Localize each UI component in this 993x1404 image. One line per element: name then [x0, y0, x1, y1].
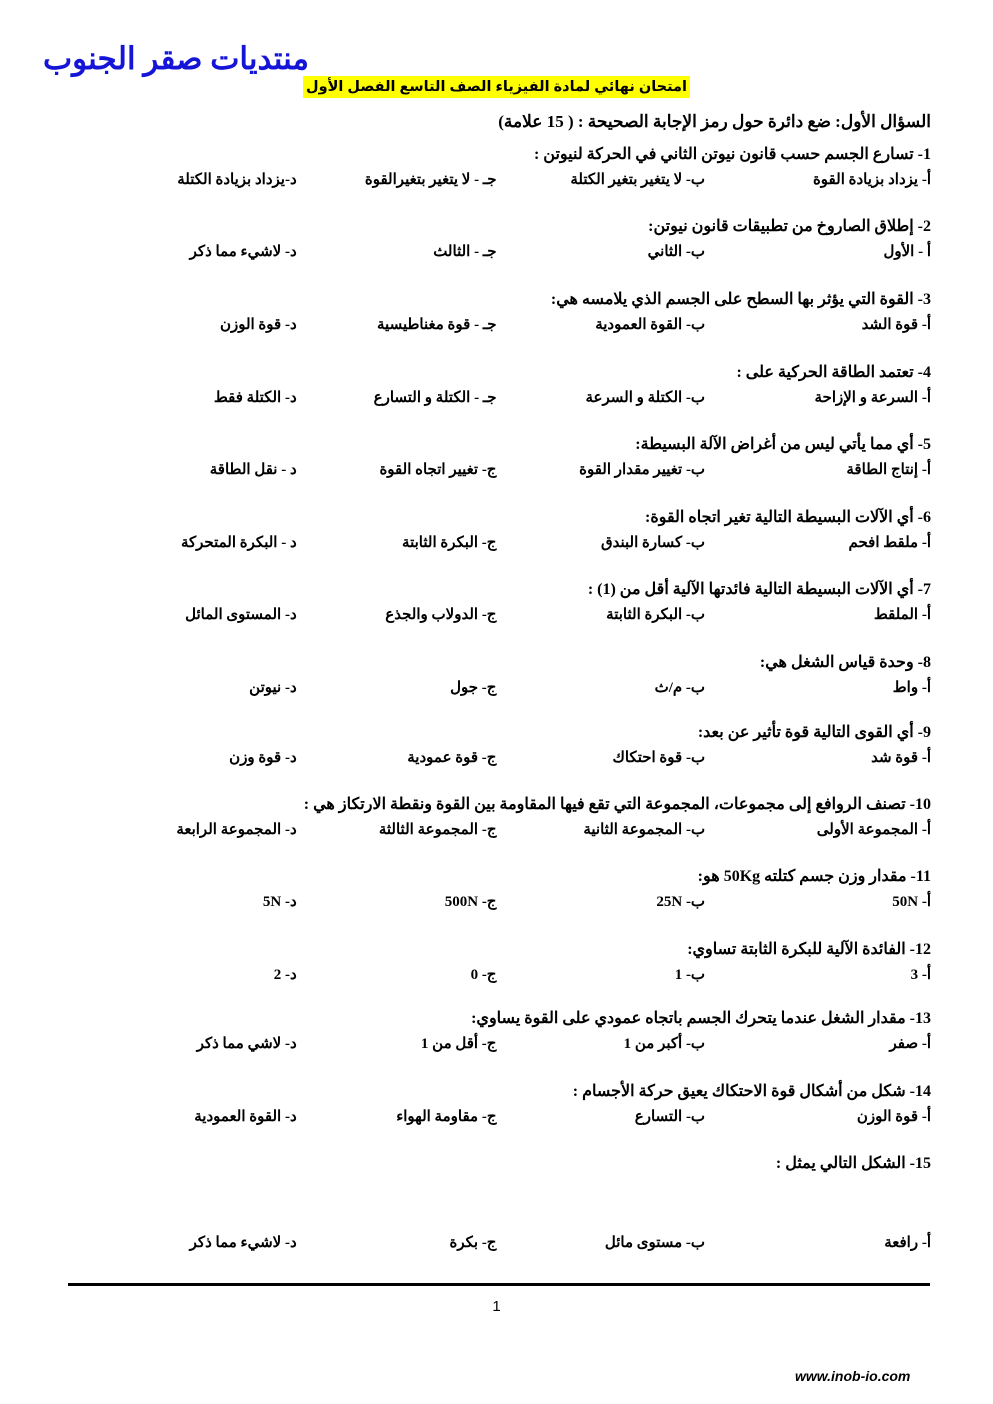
question-block	[62, 795, 931, 845]
question-option[interactable]: أ- الملقط	[873, 607, 931, 623]
question-options	[62, 1031, 931, 1059]
question-options	[62, 675, 931, 703]
question-option[interactable]: ج- قوة عمودية	[407, 750, 497, 766]
question-stem: 13- مقدار الشغل عندما يتحرك الجسم باتجاه عمودي على القوة يساوي:	[471, 1010, 931, 1027]
question-option[interactable]: ب- 1	[674, 967, 706, 983]
question-stem: 5- أي مما يأتي ليس من أغراض الآلة البسيطة:	[635, 436, 931, 453]
question-options	[62, 962, 931, 990]
question-block	[62, 723, 931, 773]
question-option[interactable]: أ- 3	[910, 967, 931, 983]
question-option[interactable]: د- لاشيء مما ذكر	[189, 1235, 297, 1251]
question-option[interactable]: د - نقل الطاقة	[209, 462, 297, 478]
question-options	[62, 530, 931, 558]
question-option[interactable]: أ- 50N	[892, 894, 931, 910]
question-stem: 11- مقدار وزن جسم كتلته 50Kg هو:	[697, 868, 931, 885]
question-option[interactable]: أ- يزداد بزيادة القوة	[812, 172, 931, 188]
question-stem: 8- وحدة قياس الشغل هي:	[759, 654, 931, 671]
site-watermark-text: www.inob-io.com	[795, 1368, 911, 1384]
question-option[interactable]: أ- المجموعة الأولى	[816, 822, 931, 838]
question-option[interactable]: أ- قوة الوزن	[856, 1109, 931, 1125]
question-option[interactable]: ب- 25N	[656, 894, 706, 910]
question-options	[62, 385, 931, 413]
question-option[interactable]: أ- قوة شد	[871, 750, 931, 766]
question-option[interactable]: ج- 0	[470, 967, 497, 983]
question-options	[62, 889, 931, 917]
question-stem: 12- الفائدة الآلية للبكرة الثابتة تساوي:	[687, 941, 931, 958]
question-option[interactable]: جـ - قوة مغناطيسية	[377, 317, 497, 333]
question-option[interactable]: ب- البكرة الثابتة	[606, 607, 706, 623]
question-option[interactable]: جـ - الثالث	[433, 244, 497, 260]
question-option[interactable]: ب- القوة العمودية	[595, 317, 706, 333]
question-option[interactable]: د- نيوتن	[249, 680, 297, 696]
question-option[interactable]: د-يزداد بزيادة الكتلة	[177, 172, 297, 188]
question-block	[62, 290, 931, 340]
question-option[interactable]: أ- صفر	[889, 1036, 931, 1052]
question-option[interactable]: د- 2	[273, 967, 297, 983]
question-option[interactable]: ب- كسارة البندق	[600, 535, 706, 551]
question-option[interactable]: ج- جول	[450, 680, 497, 696]
question-block	[62, 217, 931, 267]
question-option[interactable]: ج- البكرة الثابتة	[402, 535, 497, 551]
question-option[interactable]: أ- ملقط افحم	[848, 535, 931, 551]
question-option[interactable]: د- لاشيء مما ذكر	[189, 244, 297, 260]
question-option[interactable]: د- قوة وزن	[229, 750, 297, 766]
question-options	[62, 817, 931, 845]
question-option[interactable]: د- قوة الوزن	[219, 317, 297, 333]
question-option[interactable]: أ- إنتاج الطاقة	[846, 462, 931, 478]
question-block	[62, 1009, 931, 1059]
question-options	[62, 239, 931, 267]
question-option[interactable]: أ- السرعة و الإزاحة	[814, 390, 931, 406]
question-stem: 2- إطلاق الصاروخ من تطبيقات قانون نيوتن:	[648, 218, 931, 235]
question-option[interactable]: جـ - الكتلة و التسارع	[373, 390, 497, 406]
question-option[interactable]: ب- مستوى مائل	[604, 1235, 706, 1251]
question-stem: 15- الشكل التالي يمثل :	[775, 1155, 931, 1172]
question-option[interactable]: د- الكتلة فقط	[213, 390, 297, 406]
question-options	[62, 167, 931, 195]
question-option[interactable]: ب- الكتلة و السرعة	[585, 390, 706, 406]
question-option[interactable]: أ- رافعة	[884, 1235, 931, 1251]
question-option[interactable]: ج- 500N	[444, 894, 497, 910]
question-option[interactable]: جـ - لا يتغير بتغيرالقوة	[364, 172, 497, 188]
question-option[interactable]: ب- قوة احتكاك	[612, 750, 706, 766]
question-option[interactable]: ب- م/ث	[654, 680, 706, 696]
exam-instruction: السؤال الأول: ضع دائرة حول رمز الإجابة الصحيحة : ( 15 علامة)	[498, 112, 931, 131]
question-options	[62, 457, 931, 485]
question-block	[62, 867, 931, 917]
question-block	[62, 940, 931, 990]
question-option[interactable]: ج- المجموعة الثالثة	[378, 822, 497, 838]
question-option[interactable]: د - البكرة المتحركة	[180, 535, 297, 551]
question-option[interactable]: أ- قوة الشد	[861, 317, 931, 333]
question-option[interactable]: ب- تغيير مقدار القوة	[579, 462, 706, 478]
question-stem: 9- أي القوى التالية قوة تأثير عن بعد:	[697, 724, 931, 741]
question-option[interactable]: أ- واط	[892, 680, 931, 696]
question-block	[62, 508, 931, 558]
question-option[interactable]: ب- لا يتغير بتغير الكتلة	[570, 172, 706, 188]
question-option[interactable]: د- المستوى المائل	[185, 607, 297, 623]
question-option[interactable]: ج- تغيير اتجاه القوة	[379, 462, 497, 478]
question-options	[62, 1104, 931, 1132]
question-stem: 6- أي الآلات البسيطة التالية تغير اتجاه القوة:	[644, 509, 931, 526]
question-option[interactable]: د- 5N	[262, 894, 297, 910]
question-block	[62, 363, 931, 413]
question-option[interactable]: أ - الأول	[883, 244, 931, 260]
question-option[interactable]: د- القوة العمودية	[194, 1109, 297, 1125]
question-option[interactable]: ج- مقاومة الهواء	[396, 1109, 497, 1125]
question-option[interactable]: ج- الدولاب والجذع	[385, 607, 497, 623]
question-options	[62, 1230, 931, 1258]
question-block	[62, 435, 931, 485]
page-number: 1	[492, 1298, 501, 1315]
exam-title: امتحان نهائي لمادة الفيزياء الصف التاسع الفصل الأول	[303, 76, 690, 98]
question-options	[62, 745, 931, 773]
question-stem: 3- القوة التي يؤثر بها السطح على الجسم الذي يلامسه هي:	[550, 291, 931, 308]
exam-title-row	[0, 76, 993, 98]
question-stem: 10- تصنف الروافع إلى مجموعات، المجموعة التي تقع فيها المقاومة بين القوة ونقطة الارتكاز هي :	[303, 796, 931, 813]
question-block	[62, 1082, 931, 1132]
question-block	[62, 580, 931, 630]
question-block	[62, 1154, 931, 1258]
question-stem: 4- تعتمد الطاقة الحركية على :	[736, 364, 931, 381]
question-option[interactable]: ج- أقل من 1	[420, 1036, 497, 1052]
question-option[interactable]: ب- أكبر من 1	[623, 1036, 706, 1052]
footer-divider	[68, 1283, 930, 1286]
question-options	[62, 312, 931, 340]
question-stem: 1- تسارع الجسم حسب قانون نيوتن الثاني في الحركة لنيوتن :	[533, 146, 931, 163]
question-option[interactable]: د- المجموعة الرابعة	[176, 822, 297, 838]
question-option[interactable]: د- لاشي مما ذكر	[196, 1036, 297, 1052]
forum-logo: منتديات صقر الجنوب	[42, 41, 310, 76]
question-block	[62, 653, 931, 703]
site-watermark	[0, 1368, 993, 1384]
question-option[interactable]: ج- بكرة	[449, 1235, 497, 1251]
question-option[interactable]: ب- المجموعة الثانية	[583, 822, 706, 838]
question-option[interactable]: ب- التسارع	[634, 1109, 706, 1125]
question-option[interactable]: ب- الثاني	[647, 244, 706, 260]
question-stem: 7- أي الآلات البسيطة التالية فائدتها الآلية أقل من (1) :	[587, 581, 931, 598]
question-block	[62, 145, 931, 195]
question-figure-placeholder	[62, 1176, 931, 1230]
question-options	[62, 602, 931, 630]
question-stem: 14- شكل من أشكال قوة الاحتكاك يعيق حركة الأجسام :	[572, 1083, 931, 1100]
